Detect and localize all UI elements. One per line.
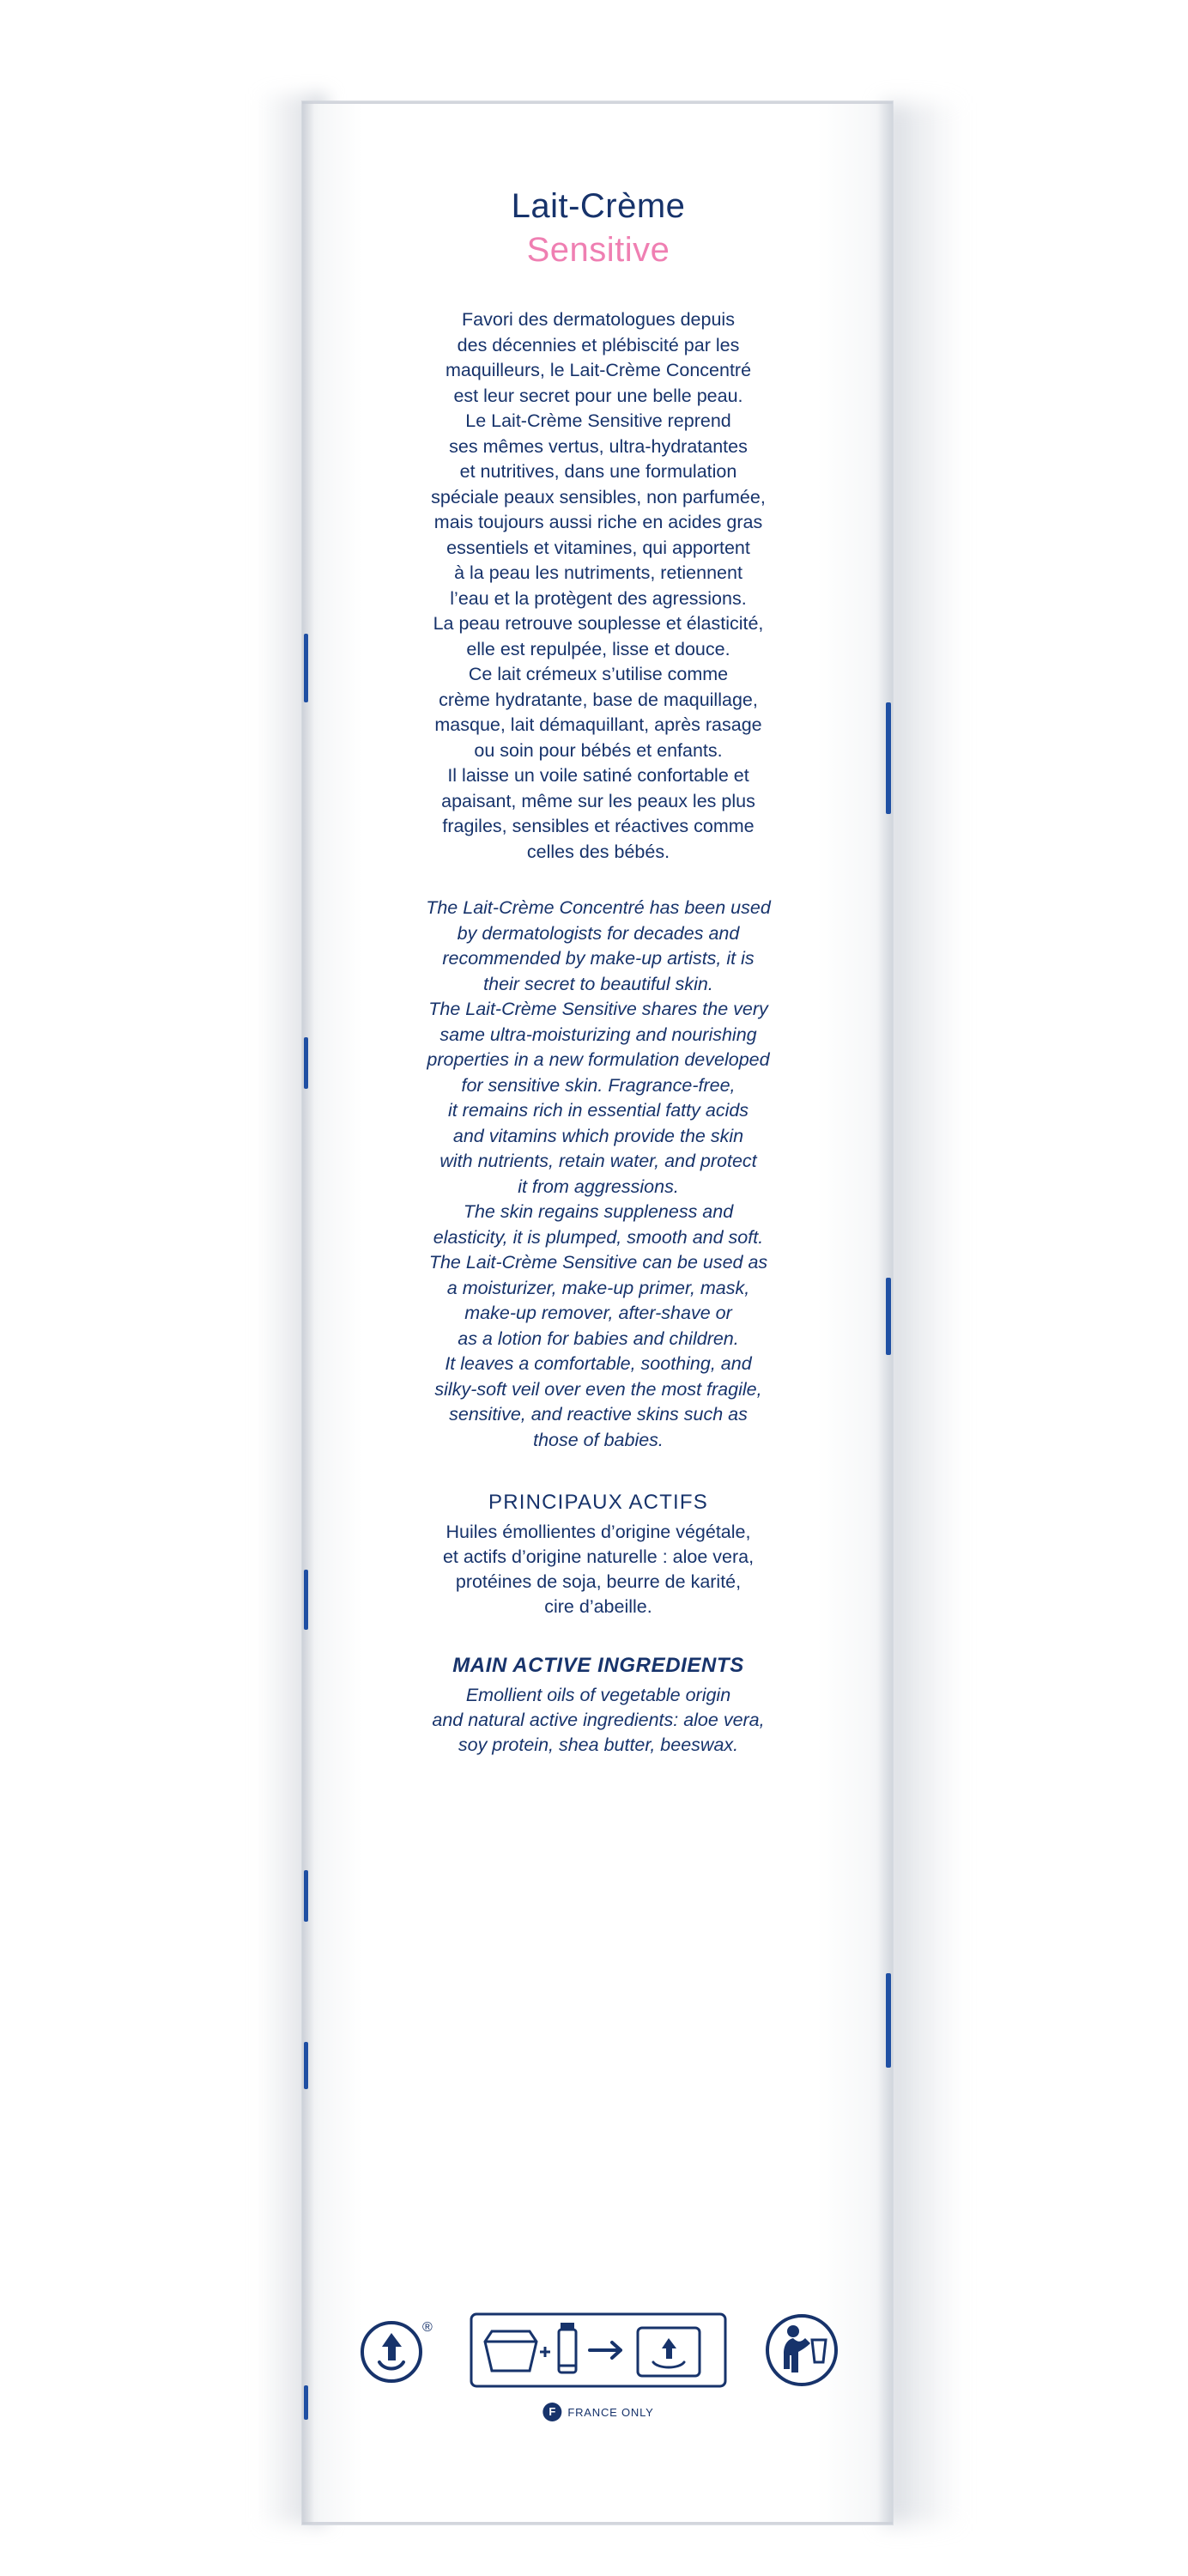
actives-body-fr (354, 1520, 843, 1619)
carton-bottom-seam (302, 2522, 893, 2524)
france-only-text: FRANCE ONLY (567, 2405, 654, 2419)
description-line: it remains rich in essential fatty acids (447, 1100, 749, 1121)
description-line: recommended by make-up artists, it is (442, 948, 755, 969)
edge-ink-mark (886, 1278, 891, 1355)
description-line: elle est repulpée, lisse et douce. (466, 638, 730, 659)
description-line: by dermatologists for decades and (457, 922, 740, 944)
description-line: make-up remover, after-shave or (464, 1303, 732, 1323)
description-line: l’eau et la protègent des agressions. (450, 587, 747, 609)
description-line: properties in a new formulation developed (427, 1049, 770, 1070)
description-line: à la peau les nutriments, retiennent (454, 562, 742, 583)
actives-line: soy protein, shea butter, beeswax. (458, 1735, 739, 1755)
description-line: The Lait-Crème Concentré has been used (426, 897, 771, 918)
carton-left-crease (302, 101, 314, 2524)
description-line: masque, lait démaquillant, après rasage (434, 714, 762, 735)
description-line: des décennies et plébiscité par les (457, 334, 740, 355)
actives-line: Huiles émollientes d’origine végétale, (446, 1522, 751, 1542)
sorting-instruction-icon-box (470, 2309, 727, 2419)
edge-ink-mark (304, 2042, 308, 2089)
edge-ink-mark (886, 702, 891, 814)
description-line: a moisturizer, make-up primer, mask, (446, 1277, 750, 1298)
edge-ink-mark (304, 1870, 308, 1922)
description-line: spéciale peaux sensibles, non parfumée, (431, 486, 766, 507)
description-line: The Lait-Crème Sensitive shares the very (428, 999, 768, 1019)
brand-name-primary: Lait-Crème (511, 187, 686, 225)
description-line: Le Lait-Crème Sensitive reprend (465, 410, 731, 431)
description-line: mais toujours aussi riche en acides gras (433, 512, 763, 532)
france-only-note (542, 2403, 653, 2421)
description-line: La peau retrouve souplesse et élasticité, (433, 613, 764, 634)
description-line: Il laisse un voile satiné confortable et (447, 765, 749, 786)
description-line: crème hydratante, base de maquillage, (439, 689, 758, 710)
packaging-sorting-icon (470, 2309, 727, 2391)
description-line: est leur secret pour une belle peau. (453, 385, 743, 406)
recycle-mobius-icon (354, 2309, 436, 2391)
brand-name-variant: Sensitive (526, 231, 670, 269)
description-line: with nutrients, retain water, and protect (439, 1151, 757, 1171)
printed-panel (354, 101, 843, 1758)
english-description-block (354, 896, 843, 1453)
edge-ink-mark (886, 1973, 891, 2068)
product-carton (302, 101, 893, 2524)
description-line: The skin regains suppleness and (463, 1201, 734, 1222)
description-line: maquilleurs, le Lait-Crème Concentré (445, 360, 752, 380)
right-shadow (884, 103, 961, 2524)
description-line: apaisant, même sur les peaux les plus (441, 790, 755, 811)
french-description-block (354, 307, 843, 865)
description-line: and vitamins which provide the skin (452, 1125, 744, 1146)
edge-ink-mark (304, 1570, 308, 1630)
actives-line: protéines de soja, beurre de karité, (455, 1571, 742, 1592)
description-line: it from aggressions. (518, 1176, 679, 1197)
actives-heading-en: MAIN ACTIVE INGREDIENTS (452, 1654, 744, 1677)
description-line: elasticity, it is plumped, smooth and soft. (433, 1226, 764, 1248)
description-line: celles des bébés. (526, 841, 670, 862)
actives-body-en (354, 1683, 843, 1758)
description-line: Ce lait crémeux s’utilise comme (468, 664, 729, 684)
actives-heading-fr: PRINCIPAUX ACTIFS (488, 1491, 708, 1514)
registered-mark: ® (422, 2320, 433, 2335)
recycle-icon-box (354, 2309, 436, 2396)
description-line: as a lotion for babies and children. (458, 1327, 739, 1349)
actives-line: cire d’abeille. (544, 1596, 652, 1617)
edge-ink-mark (304, 1037, 308, 1089)
description-line: their secret to beautiful skin. (483, 973, 713, 994)
description-line: essentiels et vitamines, qui apportent (446, 537, 750, 558)
france-flag-badge: F (542, 2403, 561, 2421)
description-line: for sensitive skin. Fragrance-free, (461, 1074, 736, 1096)
actives-line: and natural active ingredients: aloe vera, (432, 1710, 765, 1730)
edge-ink-mark (304, 2385, 308, 2420)
description-line: ses mêmes vertus, ultra-hydratantes (449, 435, 748, 457)
description-line: ou soin pour bébés et enfants. (474, 739, 723, 761)
description-line: It leaves a comfortable, soothing, and (445, 1353, 752, 1374)
description-line: The Lait-Crème Sensitive can be used as (428, 1252, 768, 1273)
description-line: Favori des dermatologues depuis (462, 309, 735, 330)
actives-line: et actifs d’origine naturelle : aloe vera, (442, 1546, 755, 1567)
tidyman-icon-box (761, 2309, 843, 2396)
description-line: silky-soft veil over even the most fragile, (434, 1378, 762, 1400)
description-line: those of babies. (533, 1429, 664, 1450)
actives-line: Emollient oils of vegetable origin (465, 1685, 731, 1705)
description-line: same ultra-moisturizing and nourishing (439, 1024, 757, 1045)
description-line: fragiles, sensibles et réactives comme (442, 816, 755, 836)
description-line: sensitive, and reactive skins such as (449, 1404, 748, 1425)
description-line: et nutritives, dans une formulation (459, 461, 737, 482)
packaging-icon-strip (354, 2309, 843, 2419)
tidyman-icon (761, 2309, 843, 2391)
edge-ink-mark (304, 634, 308, 702)
